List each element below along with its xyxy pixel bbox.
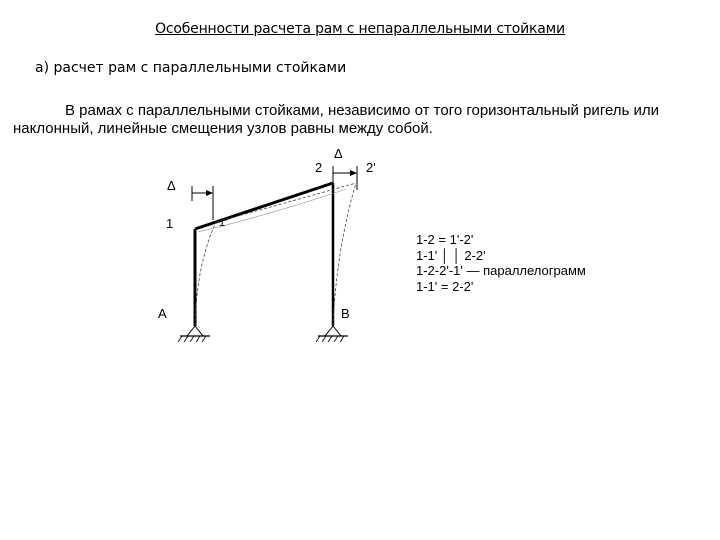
paragraph-line-1: В рамах с параллельными стойками, независимо от того горизонтальный ригель или bbox=[65, 102, 660, 119]
label-node-1: 1 bbox=[166, 216, 174, 231]
support-b-icon bbox=[316, 326, 348, 342]
deformed-right-column bbox=[333, 183, 356, 326]
label-node-2: 2 bbox=[315, 160, 323, 175]
relations-list bbox=[416, 232, 586, 294]
paragraph-line-2: наклонный, линейные смещения узлов равны между собой. bbox=[13, 120, 433, 137]
label-support-b: B bbox=[341, 306, 350, 321]
slide-title: Особенности расчета рам с непараллельными стойками bbox=[155, 21, 565, 37]
relation-parallel-displacements: 1-1' │ │ 2-2' bbox=[416, 247, 486, 263]
label-delta-left: Δ bbox=[167, 178, 176, 193]
label-delta-right: Δ bbox=[334, 146, 343, 161]
label-node-1-prime: 1' bbox=[219, 217, 228, 229]
relation-equal-displacements: 1-1' = 2-2' bbox=[416, 278, 474, 294]
support-a-icon bbox=[178, 326, 210, 342]
label-node-2-prime: 2' bbox=[366, 160, 376, 175]
relation-parallelogram: 1-2-2'-1' — параллелограмм bbox=[416, 263, 586, 278]
label-support-a: A bbox=[158, 306, 167, 321]
deformed-girder bbox=[216, 183, 356, 222]
left-delta-arrowhead bbox=[206, 190, 213, 196]
right-delta-arrowhead bbox=[350, 170, 357, 176]
deformed-left-column bbox=[195, 222, 216, 326]
section-subtitle: а) расчет рам с параллельными стойками bbox=[35, 60, 347, 76]
relation-equal-chords: 1-2 = 1'-2' bbox=[416, 232, 474, 247]
